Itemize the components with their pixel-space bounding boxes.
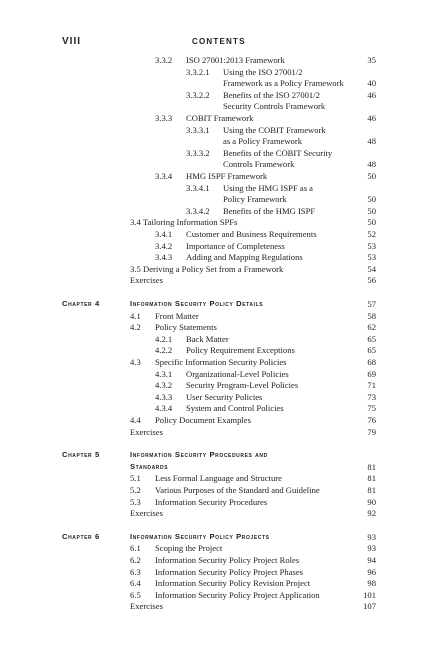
toc-page-number: 48 (367, 159, 376, 170)
toc-entry-title: HMG ISPF Framework (186, 171, 268, 181)
toc-entry-number: 4.3.4 (155, 403, 173, 414)
toc-entry-title: Benefits of the ISO 27001/2 (223, 89, 320, 100)
toc-entry-number: 3.4 (130, 217, 141, 228)
toc-page-number: 90 (367, 496, 376, 507)
toc-entry-title: Deriving a Policy Set from a Framework (143, 263, 284, 274)
toc-entry-number: 3.5 (130, 263, 141, 274)
toc-page-number: 53 (367, 252, 376, 263)
toc-page-number: 101 (363, 589, 376, 600)
toc-page-number: 46 (367, 89, 376, 100)
toc-entry-title: Benefits of the HMG ISPF (223, 205, 316, 216)
chapter-label: Chapter 5 (62, 450, 100, 460)
toc-page-number: 68 (367, 357, 376, 367)
toc-entry-title: Adding and Mapping Regulations (186, 252, 303, 263)
toc-page-number: 52 (367, 229, 376, 239)
toc-page-number: 50 (367, 205, 376, 216)
toc-entry-number: 3.3.2.1 (186, 66, 210, 77)
toc-entry-title: Specific Information Security Policies (155, 357, 287, 367)
toc-entry-number: 4.2 (130, 322, 141, 333)
toc-entry-number: 6.1 (130, 543, 141, 554)
toc-page-number: 69 (367, 368, 376, 379)
toc-page-number: 93 (367, 543, 376, 554)
toc-page-number: 53 (367, 240, 376, 251)
toc-entry-title-continued: Security Controls Framework (223, 101, 326, 112)
toc-entry-title: Importance of Completeness (186, 240, 285, 251)
toc-entry-title: Using the ISO 27001/2 (223, 66, 303, 77)
toc-entry-title: ISO 27001:2013 Framework (186, 55, 285, 65)
toc-page-number: 40 (367, 78, 376, 89)
toc-entry-number: 6.2 (130, 555, 141, 565)
toc-page-number: 35 (367, 55, 376, 65)
toc-page-number: 50 (367, 194, 376, 205)
toc-entry-number: 3.3.3 (155, 113, 173, 123)
toc-entry-title: Various Purposes of the Standard and Guideline (155, 485, 320, 495)
toc-entry-title: Tailoring Information SPFs (143, 217, 238, 228)
toc-entry-title: Information Security Policy Revision Project (155, 578, 311, 589)
toc-entry-number: 4.3.2 (155, 380, 173, 391)
toc-entry-title: Information Security Policy Project Phases (155, 566, 303, 577)
chapter-title: Information Security Policy Projects (130, 531, 270, 541)
toc-page-number: 75 (367, 403, 376, 414)
toc-page-number: 76 (367, 415, 376, 425)
toc-entry-title: Back Matter (186, 333, 229, 344)
toc-entry-number: 4.4 (130, 415, 141, 425)
toc-entry-number: 5.3 (130, 496, 141, 507)
toc-entry-title: User Security Policies (186, 391, 263, 402)
toc-entry-title: Policy Statements (155, 322, 217, 333)
toc-page-number: 94 (367, 555, 376, 565)
toc-entry-number: 4.1 (130, 310, 141, 321)
toc-page-number: 50 (367, 217, 376, 228)
toc-entry-number: 4.3.1 (155, 368, 173, 379)
toc-page-number: 62 (367, 322, 376, 333)
toc-page-number: 54 (367, 263, 376, 274)
chapter-label: Chapter 4 (62, 299, 100, 308)
toc-page-number: 65 (367, 345, 376, 356)
toc-entry-title: Benefits of the COBIT Security (223, 147, 333, 158)
toc-entry-title: Using the COBIT Framework (223, 124, 326, 135)
toc-page-number: 65 (367, 333, 376, 344)
toc-entry-title-continued: as a Policy Framework (223, 136, 302, 147)
toc-page-number: 81 (367, 473, 376, 484)
toc-entry-number: 4.2.2 (155, 345, 173, 356)
toc-entry-title: Organizational-Level Policies (186, 368, 289, 379)
toc-entry-number: 4.3 (130, 357, 141, 367)
toc-entry-number: 3.3.3.1 (186, 124, 210, 135)
toc-page-number: 46 (367, 113, 376, 123)
toc-page-number: 96 (367, 566, 376, 577)
toc-entry-title: System and Control Policies (186, 403, 284, 414)
toc-entry-title-continued: Framework as a Policy Framework (223, 78, 344, 89)
toc-entry-title: Information Security Policy Project Application (155, 589, 320, 600)
toc-entry-number: 3.3.2.2 (186, 89, 210, 100)
chapter-title: Information Security Procedures and (130, 450, 268, 460)
toc-entry-number: 6.3 (130, 566, 141, 577)
toc-entry-title: COBIT Framework (186, 113, 254, 123)
toc-entry-number: 3.4.2 (155, 240, 173, 251)
toc-entry-number: 5.2 (130, 485, 141, 495)
running-title: CONTENTS (192, 37, 246, 46)
toc-entry-title: Policy Document Examples (155, 415, 251, 425)
toc-exercises: Exercises (130, 275, 163, 286)
toc-entry-title: Information Security Procedures (155, 496, 268, 507)
toc-page-number: 71 (367, 380, 376, 391)
toc-entry-number: 3.3.4 (155, 171, 173, 181)
toc-entry-number: 5.1 (130, 473, 141, 484)
toc-page-number: 98 (367, 578, 376, 589)
toc-entry-title-continued: Controls Framework (223, 159, 295, 170)
toc-entry-number: 6.5 (130, 589, 141, 600)
toc-entry-title: Customer and Business Requirements (186, 229, 317, 239)
toc-entry-number: 3.4.3 (155, 252, 173, 263)
toc-entry-number: 3.3.4.2 (186, 205, 210, 216)
toc-page-number: 73 (367, 391, 376, 402)
toc-page-number: 92 (367, 508, 376, 519)
toc-exercises: Exercises (130, 426, 163, 437)
toc-page-number: 93 (367, 531, 376, 542)
toc-entry-number: 4.2.1 (155, 333, 173, 344)
toc-page-number: 48 (367, 136, 376, 147)
page-number: VIII (62, 36, 82, 47)
toc-entry-number: 4.3.3 (155, 391, 173, 402)
toc-page-number: 50 (367, 171, 376, 181)
toc-exercises: Exercises (130, 601, 163, 612)
toc-entry-number: 3.3.4.1 (186, 182, 210, 193)
toc-entry-title: Security Program-Level Policies (186, 380, 299, 391)
toc-entry-title: Front Matter (155, 310, 199, 321)
toc-page-number: 57 (367, 299, 376, 309)
toc-entry-title: Less Formal Language and Structure (155, 473, 282, 484)
toc-page-number: 58 (367, 310, 376, 321)
toc-entry-title: Policy Requirement Exceptions (186, 345, 295, 356)
toc-entry-title: Information Security Policy Project Roles (155, 555, 300, 565)
toc-entry-title: Scoping the Project (155, 543, 223, 554)
toc-entry-number: 3.3.3.2 (186, 147, 210, 158)
toc-page-number: 56 (367, 275, 376, 286)
toc-exercises: Exercises (130, 508, 163, 519)
toc-page-number: 79 (367, 426, 376, 437)
chapter-label: Chapter 6 (62, 531, 100, 541)
chapter-title-continued: Standards (130, 461, 169, 471)
toc-entry-number: 3.4.1 (155, 229, 173, 239)
toc-page-number: 81 (367, 485, 376, 495)
toc-entry-title-continued: Policy Framework (223, 194, 287, 205)
chapter-title: Information Security Policy Details (130, 299, 264, 308)
toc-entry-title: Using the HMG ISPF as a (223, 182, 313, 193)
toc-page-number: 107 (363, 601, 376, 612)
toc-entry-number: 6.4 (130, 578, 141, 589)
toc-page-number: 81 (367, 461, 376, 472)
toc-entry-number: 3.3.2 (155, 55, 173, 65)
